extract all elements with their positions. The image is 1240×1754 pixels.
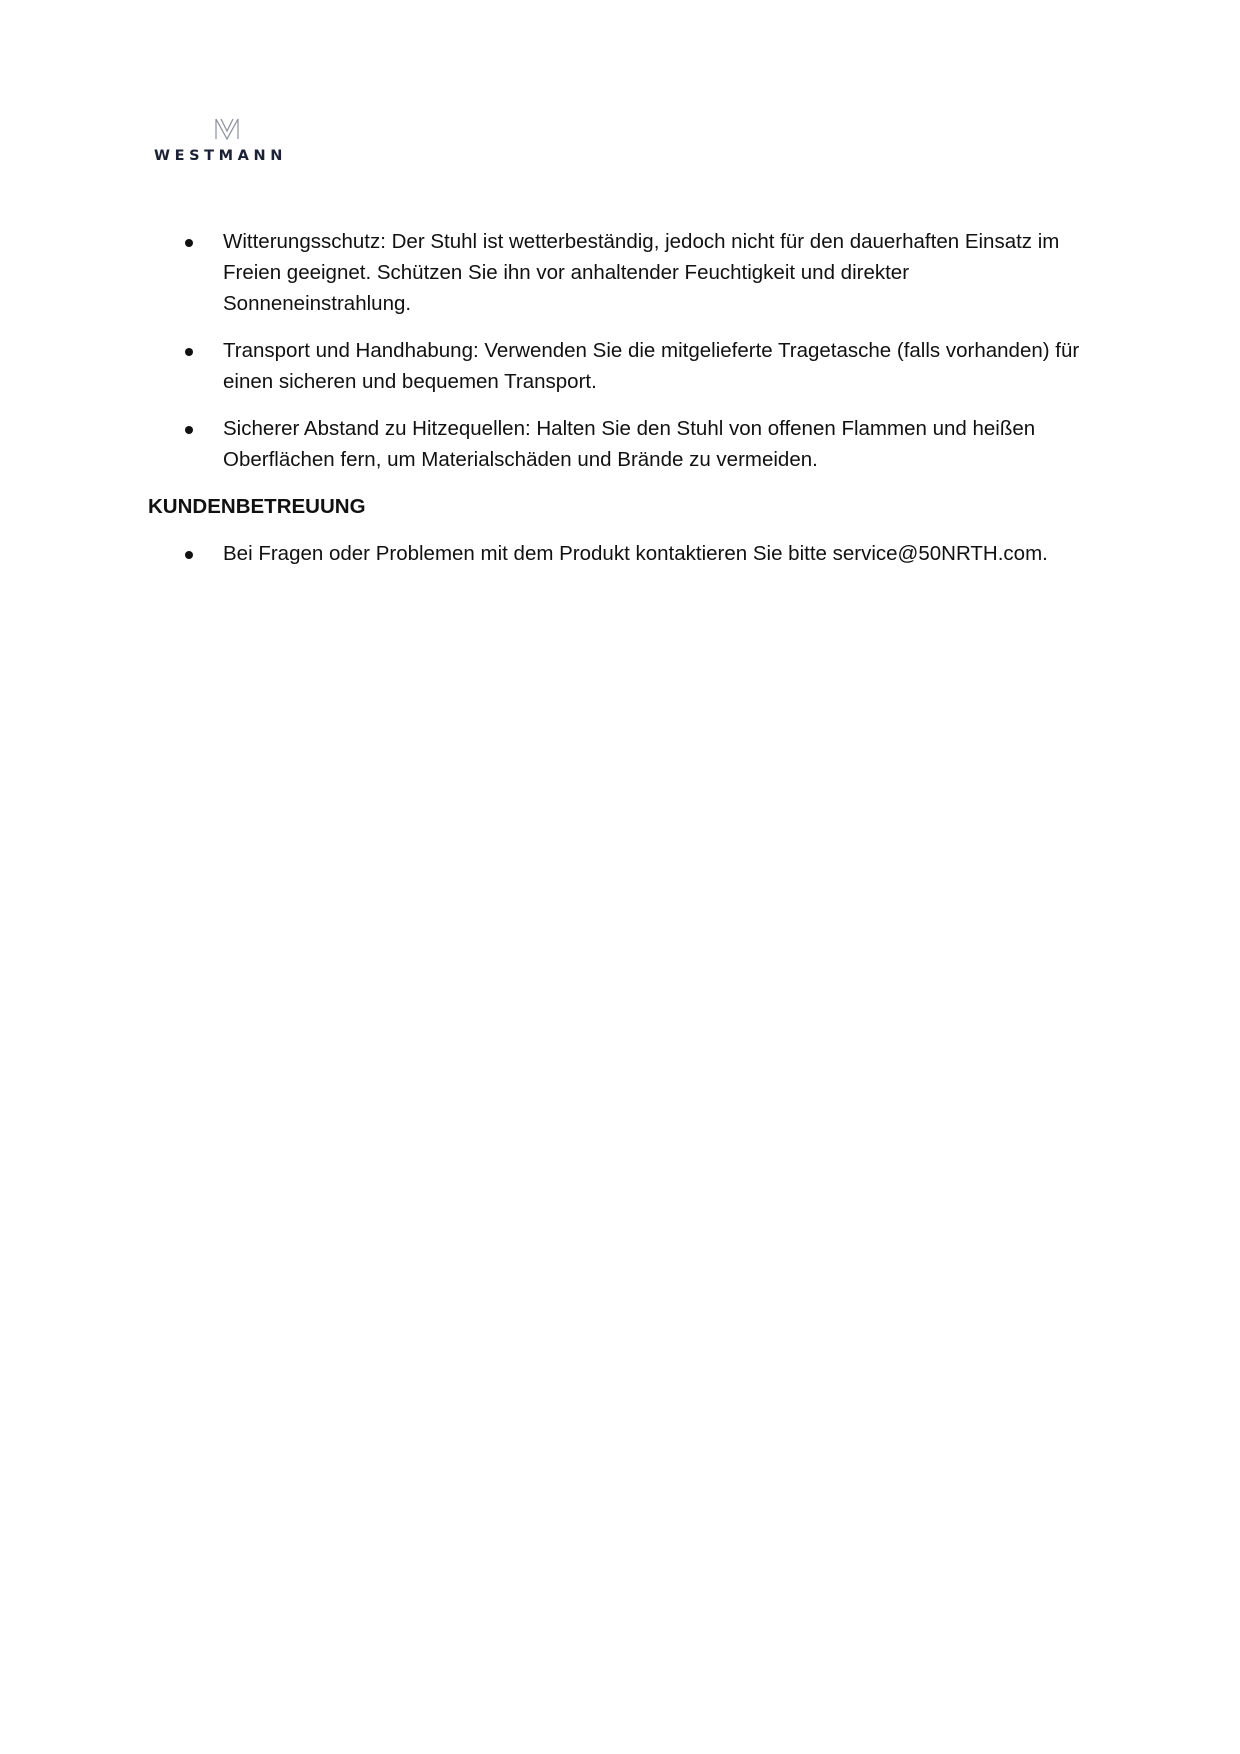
- wm-monogram-icon: [214, 118, 240, 140]
- section-heading-support: KUNDENBETREUUNG: [148, 495, 366, 518]
- document-body: [148, 226, 1088, 585]
- list-item-text: Bei Fragen oder Problemen mit dem Produkt kontaktieren Sie bitte service@50NRTH.com.: [223, 542, 1048, 565]
- list-item: [148, 226, 1088, 319]
- brand-logo: [154, 118, 296, 168]
- brand-logo-text: WESTMANN: [154, 148, 287, 164]
- bullet-icon: [185, 426, 193, 434]
- care-instructions-list: [148, 226, 1088, 475]
- list-item: [148, 538, 1088, 569]
- list-item-text: Witterungsschutz: Der Stuhl ist wetterbeständig, jedoch nicht für den dauerhaften Einsatz im Freien geeignet. Schützen Sie ihn vor anhaltender Feuchtigkeit und direkter Sonneneinstrahlung.: [223, 230, 1060, 315]
- bullet-icon: [185, 348, 193, 356]
- list-item-text: Sicherer Abstand zu Hitzequellen: Halten Sie den Stuhl von offenen Flammen und heißen Oberflächen fern, um Materialschäden und Brände zu vermeiden.: [223, 417, 1036, 471]
- bullet-icon: [185, 551, 193, 559]
- list-item: [148, 335, 1088, 397]
- support-list: [148, 538, 1088, 569]
- bullet-icon: [185, 239, 193, 247]
- list-item: [148, 413, 1088, 475]
- list-item-text: Transport und Handhabung: Verwenden Sie die mitgelieferte Tragetasche (falls vorhanden) für einen sicheren und bequemen Transport.: [223, 339, 1080, 393]
